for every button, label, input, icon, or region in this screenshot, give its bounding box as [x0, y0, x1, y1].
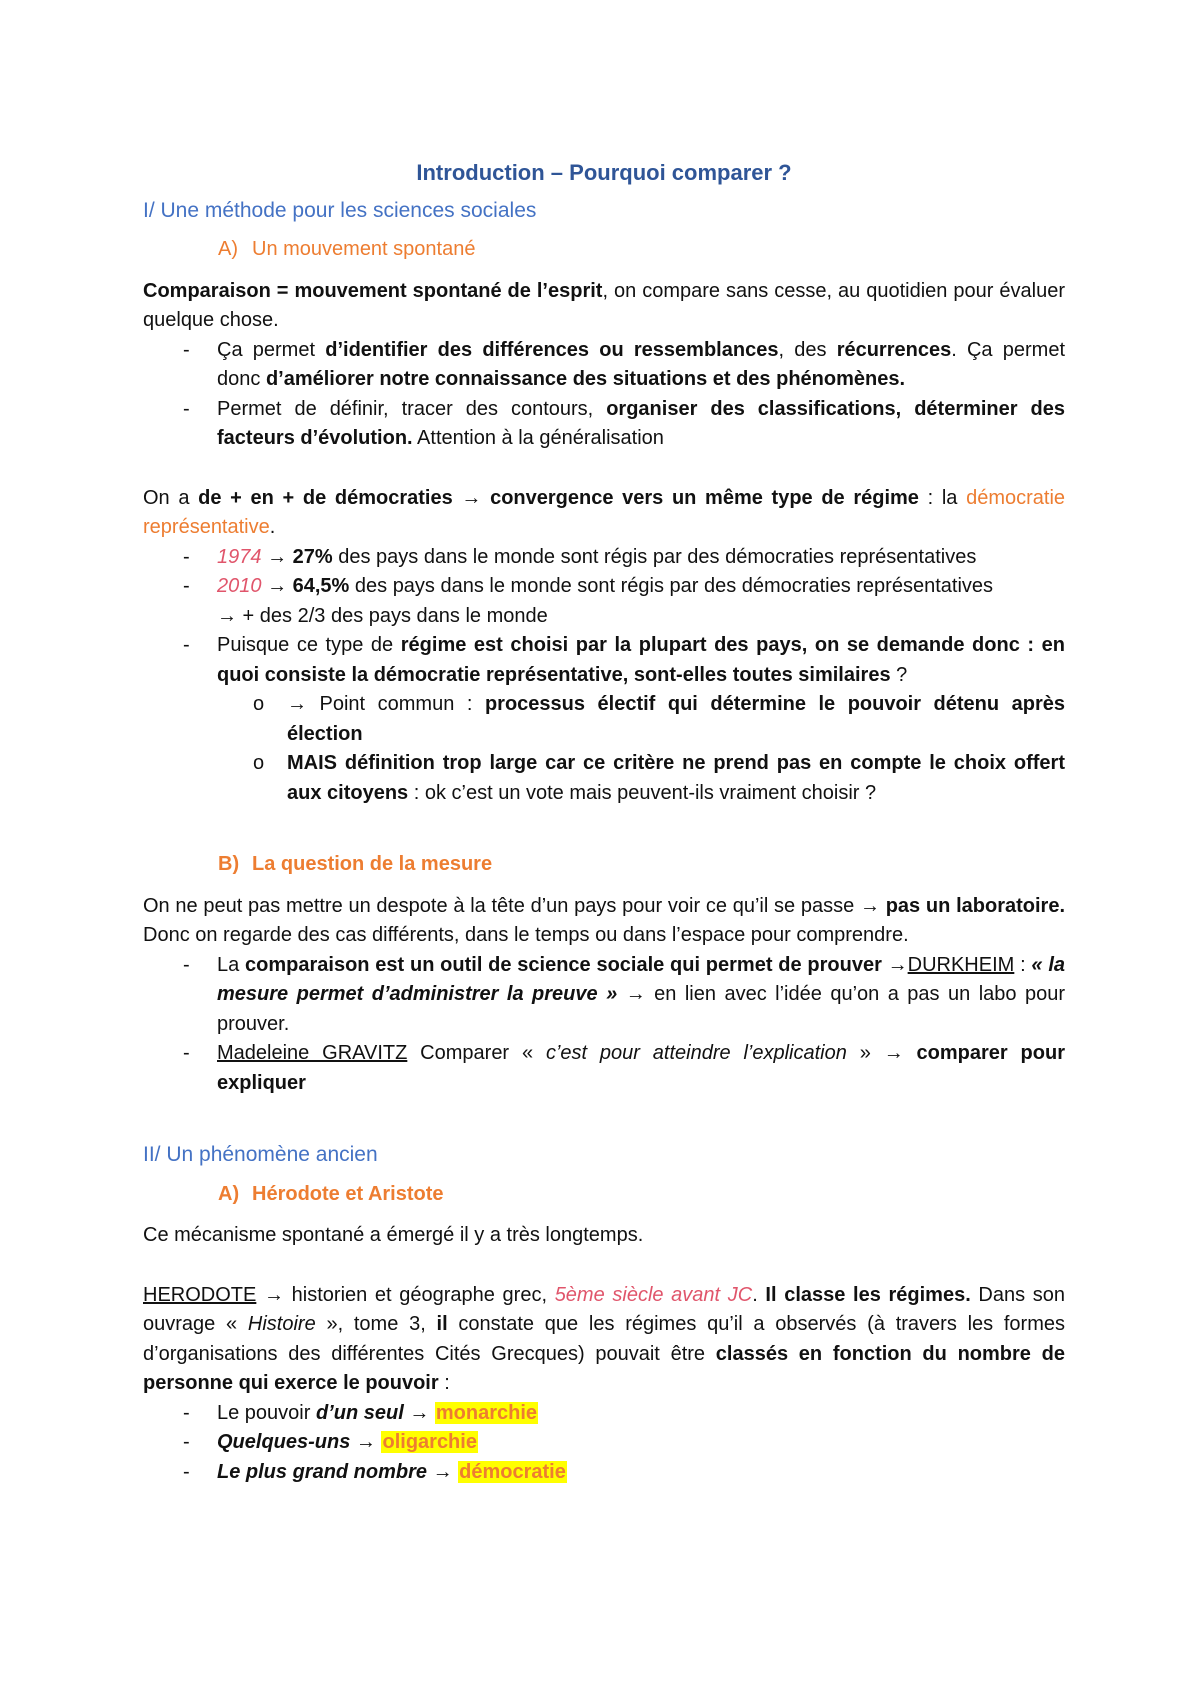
list-item — [143, 1039, 1065, 1098]
circle-bullet: o — [253, 752, 265, 774]
subsection-title: Un mouvement spontané — [252, 238, 476, 260]
list-item — [143, 1428, 1065, 1458]
dash-bullet: - — [183, 1431, 190, 1453]
text: , des — [778, 338, 837, 361]
text: Dans son ouvrage « — [143, 1283, 1065, 1335]
text: historien et géographe grec, — [284, 1283, 555, 1306]
list-item — [143, 395, 1065, 454]
dash-bullet: - — [183, 1042, 190, 1064]
bold-text: de + en + de démocraties — [198, 486, 453, 509]
text: Point commun : — [307, 693, 485, 715]
text: Ça permet — [217, 338, 326, 361]
text: On ne peut pas mettre un despote à la tête d’un pays pour voir ce qu’il se passe — [143, 894, 860, 917]
dash-bullet: - — [183, 634, 190, 656]
paragraph — [143, 277, 1065, 336]
text: en lien avec l’idée qu’on a pas un labo pour prouver. — [217, 983, 1065, 1035]
bold-text: processus électif qui détermine le pouvoir détenu après élection — [287, 693, 1066, 745]
list-item — [143, 951, 1065, 1040]
text: . — [752, 1283, 766, 1306]
list-item — [143, 572, 1065, 631]
text: . — [269, 516, 276, 538]
bold-text: il — [436, 1313, 448, 1335]
list-item — [143, 631, 1065, 690]
bold-italic-text: Quelques-uns — [217, 1431, 351, 1453]
circle-bullet: o — [253, 693, 265, 715]
text: : — [438, 1372, 450, 1394]
dash-bullet: - — [183, 545, 190, 568]
date-text: 5ème siècle avant JC — [554, 1283, 753, 1306]
arrow-icon: → — [287, 693, 307, 715]
section-2-heading: II/ Un phénomène ancien — [143, 1143, 378, 1166]
text: . Ça permet donc — [217, 338, 1066, 390]
highlight-text: démocratie représentative — [143, 486, 1066, 538]
bold-text: Il classe les régimes. — [765, 1283, 971, 1306]
arrow-icon: → — [859, 894, 880, 917]
bold-text: régime est choisi par la plupart des pays, on se demande donc : en quoi consiste la démocratie représentative, sont-elles toutes similaires — [217, 634, 1065, 686]
text: des pays dans le monde sont régis par des démocraties représentatives — [332, 545, 977, 568]
quote-text: c’est pour atteindre l’explication — [545, 1042, 847, 1064]
subsection-number: A) — [218, 1182, 240, 1205]
dash-bullet: - — [183, 1401, 190, 1424]
bold-text: MAIS définition trop large car ce critère ne prend pas en compte le choix offert aux citoyens — [287, 752, 1065, 804]
dash-bullet: - — [183, 397, 190, 420]
arrow-icon: → — [625, 983, 646, 1005]
arrow-icon: → — [355, 1431, 376, 1453]
text: constate que les régimes qu’il a observés (à travers les formes d’organisations des différentes Cités Grecques) pouvait être — [143, 1313, 1066, 1365]
text: Attention à la généralisation — [412, 427, 664, 449]
arrow-icon: → — [883, 1042, 904, 1064]
arrow-icon: → — [461, 486, 482, 509]
section-1-heading: I/ Une méthode pour les sciences sociales — [143, 198, 537, 222]
bold-text: 64,5% — [287, 575, 350, 597]
bold-text: convergence vers un même type de régime — [481, 486, 919, 509]
arrow-icon: → — [887, 953, 908, 976]
text: », tome 3, — [315, 1313, 437, 1335]
subsection-1a-heading — [218, 235, 1065, 265]
highlighted-term: démocratie — [459, 1460, 566, 1483]
arrow-icon: → — [267, 575, 288, 597]
bold-text: classés en fonction du nombre de personne qui exerce le pouvoir — [143, 1342, 1065, 1394]
text: : ok c’est un vote mais peuvent-ils vraiment choisir ? — [408, 781, 877, 804]
dash-bullet: - — [183, 338, 190, 361]
paragraph — [143, 484, 1065, 543]
bold-italic-text: d’un seul — [315, 1401, 404, 1424]
arrow-icon: → — [217, 604, 237, 627]
bold-text: d’améliorer notre connaissance des situations et des phénomènes. — [265, 368, 906, 390]
sub-list-item — [143, 749, 1065, 808]
author-name: HERODOTE — [143, 1283, 257, 1306]
text: Comparer « — [407, 1042, 546, 1064]
bold-text: organiser des classifications, déterminer des facteurs d’évolution. — [217, 397, 1066, 449]
year-label: 2010 — [217, 575, 262, 597]
highlighted-term: monarchie — [435, 1401, 538, 1424]
subsection-number: A) — [218, 238, 238, 260]
bold-text: pas un laboratoire. — [879, 894, 1066, 917]
arrow-icon: → — [267, 545, 288, 568]
bold-italic-text: Le plus grand nombre — [217, 1460, 428, 1483]
list-item — [143, 1399, 1065, 1429]
subsection-1b-heading — [218, 850, 1065, 880]
document-title: Introduction – Pourquoi comparer ? — [416, 160, 792, 185]
text: des pays dans le monde sont régis par des démocraties représentatives — [349, 575, 994, 597]
paragraph — [143, 892, 1065, 951]
bold-text: comparaison est un outil de science sociale qui permet de prouver — [245, 953, 882, 976]
author-name: Madeleine GRAVITZ — [217, 1042, 408, 1064]
bold-text: comparer pour expliquer — [217, 1042, 1065, 1094]
text: + des 2/3 des pays dans le monde — [237, 604, 548, 627]
paragraph: Ce mécanisme spontané a émergé il y a très longtemps. — [143, 1224, 644, 1246]
arrow-icon: → — [264, 1283, 285, 1306]
text: Donc on regarde des cas différents, dans le temps ou dans l’espace pour comprendre. — [143, 924, 909, 946]
dash-bullet: - — [183, 1460, 190, 1483]
sub-list-item — [143, 690, 1065, 749]
list-item — [143, 543, 1065, 573]
text: : la — [918, 486, 967, 509]
text: Le pouvoir — [217, 1401, 316, 1424]
subsection-title: La question de la mesure — [252, 853, 493, 875]
bold-text: d’identifier des différences ou ressemblances — [325, 338, 779, 361]
paragraph — [143, 1281, 1065, 1399]
text: ? — [890, 663, 908, 686]
arrow-icon: → — [432, 1460, 453, 1483]
arrow-icon: → — [409, 1401, 430, 1424]
subsection-2a-heading — [218, 1180, 1065, 1210]
text: La — [217, 953, 246, 976]
dash-bullet: - — [183, 953, 190, 976]
bold-text: récurrences — [836, 338, 952, 361]
author-name: DURKHEIM — [907, 953, 1015, 976]
text: Puisque ce type de — [217, 634, 401, 656]
bold-text: Comparaison = mouvement spontané de l’esprit — [143, 279, 603, 302]
document-body — [143, 158, 1065, 1487]
subsection-number: B) — [218, 853, 240, 875]
subsection-title: Hérodote et Aristote — [252, 1182, 444, 1205]
text: On a — [143, 486, 199, 509]
bold-text: 27% — [287, 545, 333, 568]
list-item — [143, 1458, 1065, 1488]
text: : — [1014, 953, 1032, 976]
quote-text: « la mesure permet d’administrer la preuve » — [217, 953, 1065, 1005]
dash-bullet: - — [183, 575, 190, 597]
book-title: Histoire — [247, 1313, 316, 1335]
text: , on compare sans cesse, au quotidien pour évaluer quelque chose. — [143, 279, 1066, 331]
text: Permet de définir, tracer des contours, — [217, 397, 607, 420]
highlighted-term: oligarchie — [382, 1431, 477, 1453]
year-label: 1974 — [217, 545, 262, 568]
text: » — [846, 1042, 884, 1064]
list-item — [143, 336, 1065, 395]
